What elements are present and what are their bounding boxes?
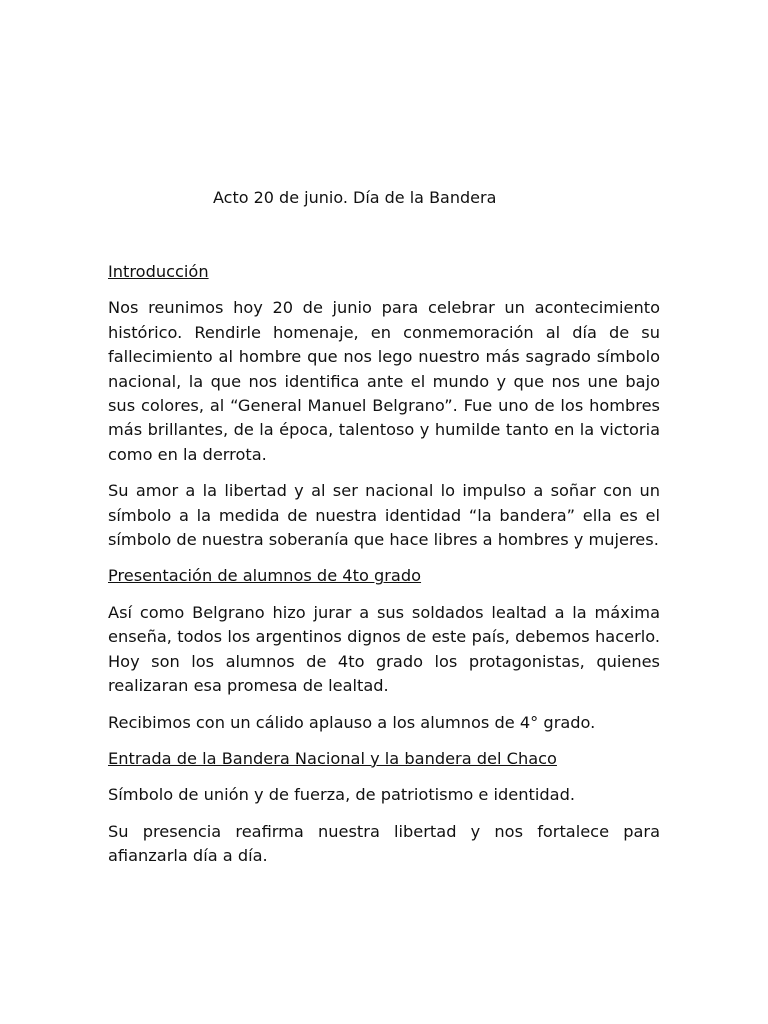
paragraph-jurar-lealtad: Así como Belgrano hizo jurar a sus soldados lealtad a la máxima enseña, todos los argentinos dignos de este país, debemos hacerlo. Hoy son los alumnos de 4to grado los protagonistas, quienes realizaran esa promesa de lealtad. [108, 602, 660, 696]
section-heading-entrada-bandera: Entrada de la Bandera Nacional y la bandera del Chaco [108, 748, 557, 768]
section-heading-presentacion-alumnos: Presentación de alumnos de 4to grado [108, 566, 422, 586]
document-body [108, 260, 660, 881]
paragraph-amor-libertad: Su amor a la libertad y al ser nacional lo impulso a soñar con un símbolo a la medida de nuestra identidad “la bandera” ella es el símbolo de nuestra soberanía que hace libres a hombres y mujeres. [108, 481, 660, 550]
paragraph-presencia-libertad: Su presencia reafirma nuestra libertad y nos fortalece para afianzarla día a día. [108, 821, 660, 866]
paragraph-simbolo-union: Símbolo de unión y de fuerza, de patriotismo e identidad. [108, 785, 575, 805]
paragraph-aplauso: Recibimos con un cálido aplauso a los alumnos de 4° grado. [108, 712, 596, 732]
section-heading-introduccion: Introducción [108, 262, 209, 281]
document-title: Acto 20 de junio. Día de la Bandera [213, 188, 497, 207]
paragraph-introduccion: Nos reunimos hoy 20 de junio para celebrar un acontecimiento histórico. Rendirle homenaje, en conmemoración al día de su fallecimiento al hombre que nos lego nuestro más sagrado símbolo nacional, la que nos identifica ante el mundo y que nos une bajo sus colores, al “General Manuel Belgrano”. Fue uno de los hombres más brillantes, de la época, talentoso y humilde tanto en la victoria como en la derrota. [108, 298, 660, 464]
